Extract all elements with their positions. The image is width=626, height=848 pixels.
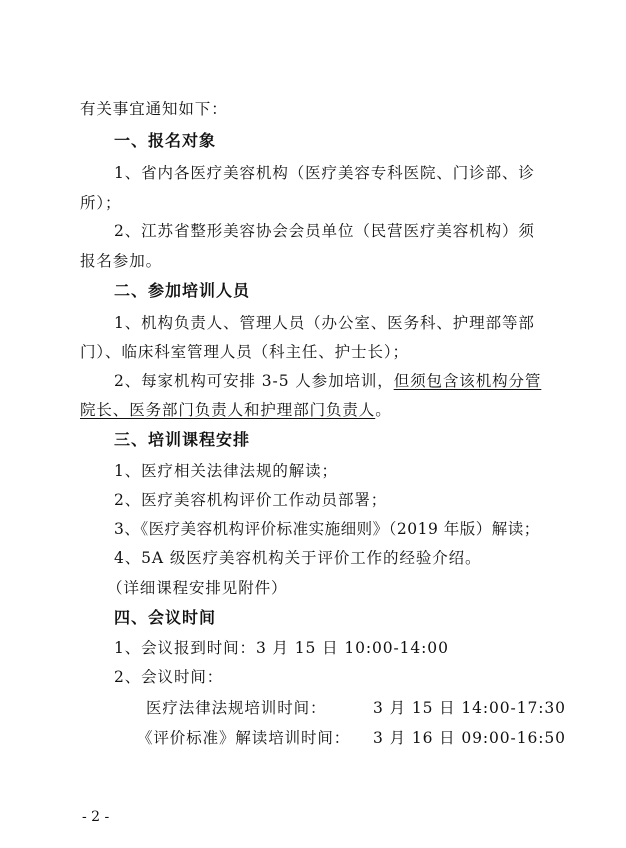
section-3-item-2: 2、医疗美容机构评价工作动员部署；: [114, 491, 388, 509]
section-3-item-1: 1、医疗相关法律法规的解读；: [114, 462, 338, 480]
section-1-item-2-line-1: 2、江苏省整形美容协会会员单位（民营医疗美容机构）须: [114, 222, 535, 240]
schedule-label: 《评价标准》解读培训时间：: [137, 729, 351, 747]
section-2-item-2-underlined-2: 院长、医务部门负责人和护理部门负责人: [80, 401, 376, 419]
schedule-label: 医疗法律法规培训时间：: [146, 699, 327, 717]
section-3-item-4: 4、5A 级医疗美容机构关于评价工作的经验介绍。: [114, 549, 482, 567]
section-2-item-2-end: 。: [375, 401, 392, 419]
intro-text: 有关事宜通知如下：: [80, 100, 228, 118]
section-1-item-2-line-2: 报名参加。: [80, 252, 163, 270]
section-2-item-2-text: 2、每家机构可安排 3-5 人参加培训，: [114, 372, 394, 390]
section-2-heading: 二、参加培训人员: [114, 281, 251, 300]
section-2-item-2-line-2: [0, 400, 626, 420]
page-number: - 2 -: [82, 809, 110, 825]
section-2-item-1-line-2: 门）、临床科室管理人员（科主任、护士长）；: [80, 343, 409, 361]
section-3-item-3: 3、《医疗美容机构评价标准实施细则》（2019 年版）解读；: [114, 520, 540, 538]
section-1-heading: 一、报名对象: [114, 131, 217, 150]
section-1-item-1-line-2: 所）；: [80, 194, 122, 212]
section-2-item-2-underlined-1: 但须包含该机构分管: [393, 372, 542, 390]
section-1-item-1-line-1: 1、省内各医疗美容机构（医疗美容专科医院、门诊部、诊: [114, 164, 535, 182]
schedule-time: 3 月 15 日 14:00-17:30: [373, 699, 566, 717]
section-3-note: （详细课程安排见附件）: [107, 579, 288, 597]
section-4-item-2: 2、会议时间：: [114, 668, 224, 686]
section-2-item-2-line-1: [0, 371, 626, 391]
section-4-heading: 四、会议时间: [114, 608, 217, 627]
section-4-item-1: 1、会议报到时间：3 月 15 日 10:00-14:00: [114, 639, 449, 657]
schedule-time: 3 月 16 日 09:00-16:50: [373, 729, 566, 747]
section-3-heading: 三、培训课程安排: [114, 430, 251, 449]
section-2-item-1-line-1: 1、机构负责人、管理人员（办公室、医务科、护理部等部: [114, 314, 535, 332]
